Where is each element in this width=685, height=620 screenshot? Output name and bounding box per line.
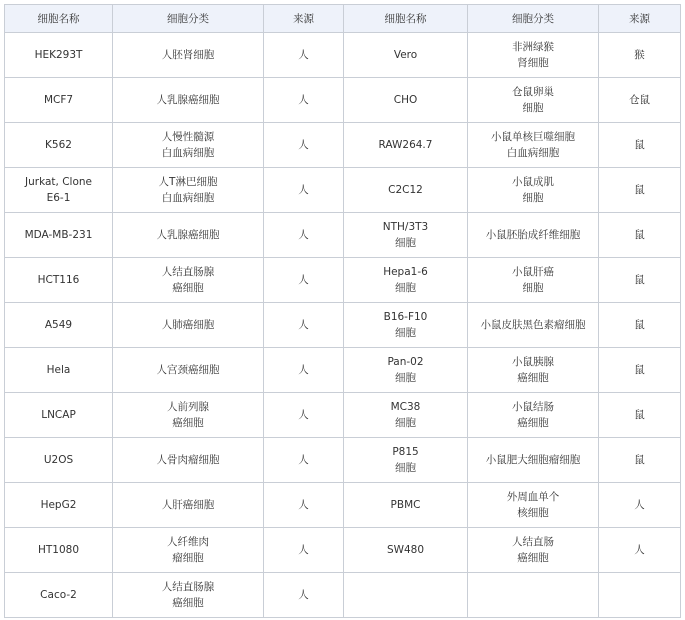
cell-line-class: 人结直肠腺 癌细胞 — [113, 573, 264, 618]
cell-line-name: C2C12 — [344, 168, 468, 213]
cell-line-source: 猴 — [599, 33, 681, 78]
cell-line-source: 鼠 — [599, 168, 681, 213]
table-row — [5, 348, 681, 393]
header-cell-class-2: 细胞分类 — [468, 5, 599, 33]
cell-line-source: 鼠 — [599, 123, 681, 168]
cell-line-class: 人纤维肉 瘤细胞 — [113, 528, 264, 573]
cell-line-source: 人 — [264, 33, 344, 78]
cell-line-name: PBMC — [344, 483, 468, 528]
cell-line-class: 小鼠肝癌 细胞 — [468, 258, 599, 303]
cell-line-name: HCT116 — [5, 258, 113, 303]
cell-line-name: RAW264.7 — [344, 123, 468, 168]
cell-line-source: 人 — [264, 168, 344, 213]
table-body — [5, 33, 681, 618]
header-cell-name-2: 细胞名称 — [344, 5, 468, 33]
cell-line-class: 人肝癌细胞 — [113, 483, 264, 528]
cell-line-source: 人 — [264, 393, 344, 438]
cell-line-class: 人前列腺 癌细胞 — [113, 393, 264, 438]
table-row — [5, 528, 681, 573]
table-row — [5, 33, 681, 78]
header-source-2: 来源 — [599, 5, 681, 33]
cell-line-name: B16-F10 细胞 — [344, 303, 468, 348]
cell-line-class: 人肺癌细胞 — [113, 303, 264, 348]
cell-line-class: 非洲绿猴 肾细胞 — [468, 33, 599, 78]
cell-line-name: Jurkat, Clone E6-1 — [5, 168, 113, 213]
cell-line-class: 仓鼠卵巢 细胞 — [468, 78, 599, 123]
cell-line-name: Vero — [344, 33, 468, 78]
table-row — [5, 438, 681, 483]
cell-line-name: HT1080 — [5, 528, 113, 573]
cell-line-name: SW480 — [344, 528, 468, 573]
cell-line-source: 人 — [264, 348, 344, 393]
cell-line-name: CHO — [344, 78, 468, 123]
cell-line-class: 人结直肠腺 癌细胞 — [113, 258, 264, 303]
table-row — [5, 123, 681, 168]
cell-line-source: 人 — [264, 483, 344, 528]
cell-line-class: 人骨肉瘤细胞 — [113, 438, 264, 483]
cell-line-name: HepG2 — [5, 483, 113, 528]
table-row — [5, 393, 681, 438]
table-row — [5, 573, 681, 618]
cell-line-source: 人 — [264, 528, 344, 573]
cell-line-source: 人 — [264, 213, 344, 258]
cell-line-name: Caco-2 — [5, 573, 113, 618]
cell-line-class: 小鼠成肌 细胞 — [468, 168, 599, 213]
cell-line-name: A549 — [5, 303, 113, 348]
cell-line-class: 小鼠胰腺 癌细胞 — [468, 348, 599, 393]
cell-line-source: 人 — [264, 78, 344, 123]
cell-line-name: K562 — [5, 123, 113, 168]
cell-line-source: 人 — [599, 528, 681, 573]
cell-line-name: Hepa1-6 细胞 — [344, 258, 468, 303]
cell-line-name: P815 细胞 — [344, 438, 468, 483]
cell-line-source: 鼠 — [599, 258, 681, 303]
cell-line-class: 小鼠肥大细胞瘤细胞 — [468, 438, 599, 483]
cell-line-source: 人 — [264, 573, 344, 618]
cell-line-class: 外周血单个 核细胞 — [468, 483, 599, 528]
cell-line-class — [468, 573, 599, 618]
cell-line-name: MCF7 — [5, 78, 113, 123]
cell-line-class: 人乳腺癌细胞 — [113, 78, 264, 123]
cell-line-class: 人宫颈癌细胞 — [113, 348, 264, 393]
cell-line-name: LNCAP — [5, 393, 113, 438]
table-row — [5, 168, 681, 213]
cell-line-source: 人 — [264, 303, 344, 348]
table-row — [5, 213, 681, 258]
cell-line-source: 鼠 — [599, 213, 681, 258]
cell-line-class: 人T淋巴细胞 白血病细胞 — [113, 168, 264, 213]
cell-line-source: 人 — [264, 258, 344, 303]
cell-line-source: 仓鼠 — [599, 78, 681, 123]
cell-line-class: 小鼠单核巨噬细胞 白血病细胞 — [468, 123, 599, 168]
cell-line-name: U2OS — [5, 438, 113, 483]
cell-line-table — [4, 4, 681, 618]
table-row — [5, 258, 681, 303]
header-cell-name: 细胞名称 — [5, 5, 113, 33]
header-cell-class: 细胞分类 — [113, 5, 264, 33]
cell-line-source: 鼠 — [599, 438, 681, 483]
cell-line-source: 人 — [264, 438, 344, 483]
cell-line-source — [599, 573, 681, 618]
cell-line-source: 鼠 — [599, 303, 681, 348]
cell-line-name — [344, 573, 468, 618]
cell-line-class: 小鼠胚胎成纤维细胞 — [468, 213, 599, 258]
cell-line-class: 人慢性髓源 白血病细胞 — [113, 123, 264, 168]
cell-line-name: Hela — [5, 348, 113, 393]
cell-line-source: 鼠 — [599, 393, 681, 438]
cell-line-name: Pan-02 细胞 — [344, 348, 468, 393]
cell-line-name: MDA-MB-231 — [5, 213, 113, 258]
cell-line-name: HEK293T — [5, 33, 113, 78]
cell-line-class: 小鼠皮肤黑色素瘤细胞 — [468, 303, 599, 348]
cell-line-name: NTH/3T3 细胞 — [344, 213, 468, 258]
cell-line-class: 人胚肾细胞 — [113, 33, 264, 78]
cell-line-source: 鼠 — [599, 348, 681, 393]
table-header-row — [5, 5, 681, 33]
cell-line-source: 人 — [599, 483, 681, 528]
cell-line-class: 人结直肠 癌细胞 — [468, 528, 599, 573]
cell-line-name: MC38 细胞 — [344, 393, 468, 438]
cell-line-class: 小鼠结肠 癌细胞 — [468, 393, 599, 438]
header-source: 来源 — [264, 5, 344, 33]
table-row — [5, 483, 681, 528]
table-row — [5, 78, 681, 123]
cell-line-source: 人 — [264, 123, 344, 168]
table-row — [5, 303, 681, 348]
cell-line-class: 人乳腺癌细胞 — [113, 213, 264, 258]
